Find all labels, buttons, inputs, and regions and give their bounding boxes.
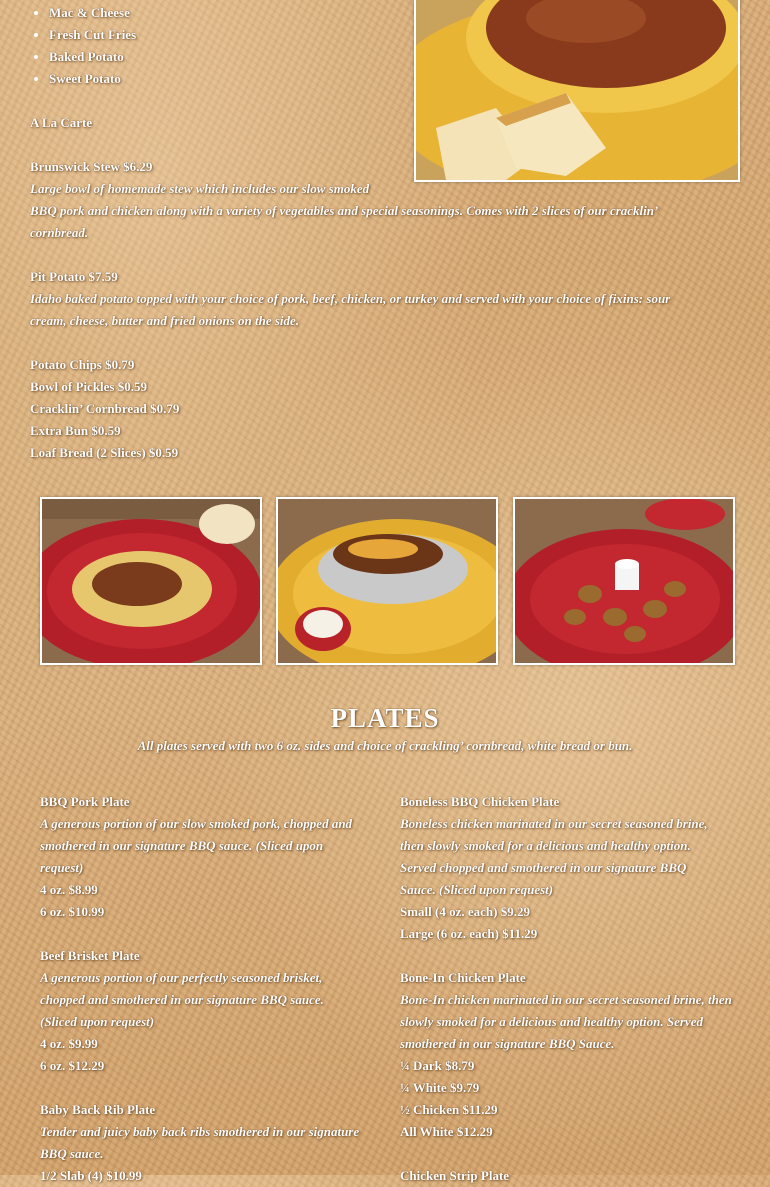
brunswick-stew-desc: cornbread. — [30, 225, 89, 240]
chicken-strip-plate-title: Chicken Strip Plate — [400, 1168, 510, 1183]
list-item: • Fresh Cut Fries — [49, 24, 136, 46]
price-line: Small (4 oz. each) $9.29 — [400, 904, 530, 919]
plates-subheading: All plates served with two 6 oz. sides and choice of crackling’ cornbread, white bread or bun. — [137, 738, 633, 753]
bbq-pork-plate-desc: A generous portion of our slow smoked pork, chopped and smothered in our signature BBQ sauce. (Sliced upon request) — [40, 816, 353, 875]
list-item: • Mac & Cheese — [49, 2, 136, 24]
brunswick-stew-desc: Large bowl of homemade stew which includes our slow smoked — [30, 181, 370, 196]
price-line: 6 oz. $12.29 — [40, 1058, 105, 1073]
price-line: ½ Chicken $11.29 — [400, 1102, 498, 1117]
sides-list — [30, 2, 136, 90]
extra-item: Potato Chips $0.79 — [30, 357, 135, 372]
pit-potato-desc: Idaho baked potato topped with your choice of pork, beef, chicken, or turkey and served with your choice of fixins: sour — [30, 291, 671, 306]
price-line: ¼ Dark $8.79 — [400, 1058, 475, 1073]
price-line: 6 oz. $10.99 — [40, 904, 105, 919]
pit-potato-photo — [276, 497, 498, 665]
list-item: • Sweet Potato — [49, 68, 136, 90]
bbq-pork-plate-title: BBQ Pork Plate — [40, 794, 130, 809]
price-line: 1/2 Slab (4) $10.99 — [40, 1168, 142, 1183]
plates-left-column — [40, 791, 360, 1187]
price-line: 4 oz. $9.99 — [40, 1036, 98, 1051]
pit-potato-title: Pit Potato $7.59 — [30, 269, 118, 284]
brunswick-stew-photo — [414, 0, 740, 182]
a-la-carte-heading: A La Carte — [30, 115, 93, 130]
pit-potato-desc: cream, cheese, butter and fried onions on the side. — [30, 313, 300, 328]
fried-pickles-photo — [513, 497, 735, 665]
bone-in-chicken-plate-desc: Bone-In chicken marinated in our secret seasoned brine, then slowly smoked for a delicious and healthy option. Served smothered in our signature BBQ Sauce. — [400, 992, 732, 1051]
extra-item: Cracklin’ Cornbread $0.79 — [30, 401, 180, 416]
brunswick-stew-title: Brunswick Stew $6.29 — [30, 159, 153, 174]
list-item: • Baked Potato — [49, 46, 136, 68]
extra-item: Bowl of Pickles $0.59 — [30, 379, 147, 394]
price-line: Large (6 oz. each) $11.29 — [400, 926, 538, 941]
price-line: ¼ White $9.79 — [400, 1080, 480, 1095]
plates-right-column — [400, 791, 735, 1187]
price-line: All White $12.29 — [400, 1124, 493, 1139]
plates-heading: PLATES — [330, 703, 440, 733]
price-line: 4 oz. $8.99 — [40, 882, 98, 897]
baby-back-rib-plate-desc: Tender and juicy baby back ribs smothered in our signature BBQ sauce. — [40, 1124, 360, 1161]
boneless-chicken-plate-title: Boneless BBQ Chicken Plate — [400, 794, 560, 809]
fries-plate-photo — [40, 497, 262, 665]
extra-item: Loaf Bread (2 Slices) $0.59 — [30, 445, 179, 460]
boneless-chicken-plate-desc: Boneless chicken marinated in our secret seasoned brine, then slowly smoked for a delicious and healthy option. Served chopped and smothered in our signature BBQ Sauce. (Sliced upon request) — [400, 816, 708, 897]
bone-in-chicken-plate-title: Bone-In Chicken Plate — [400, 970, 526, 985]
beef-brisket-plate-desc: A generous portion of our perfectly seasoned brisket, chopped and smothered in our signature BBQ sauce. (Sliced upon request) — [40, 970, 324, 1029]
brunswick-stew-desc: BBQ pork and chicken along with a variety of vegetables and special seasonings. Comes with 2 slices of our cracklin’ — [30, 203, 659, 218]
extra-item: Extra Bun $0.59 — [30, 423, 121, 438]
beef-brisket-plate-title: Beef Brisket Plate — [40, 948, 140, 963]
baby-back-rib-plate-title: Baby Back Rib Plate — [40, 1102, 156, 1117]
